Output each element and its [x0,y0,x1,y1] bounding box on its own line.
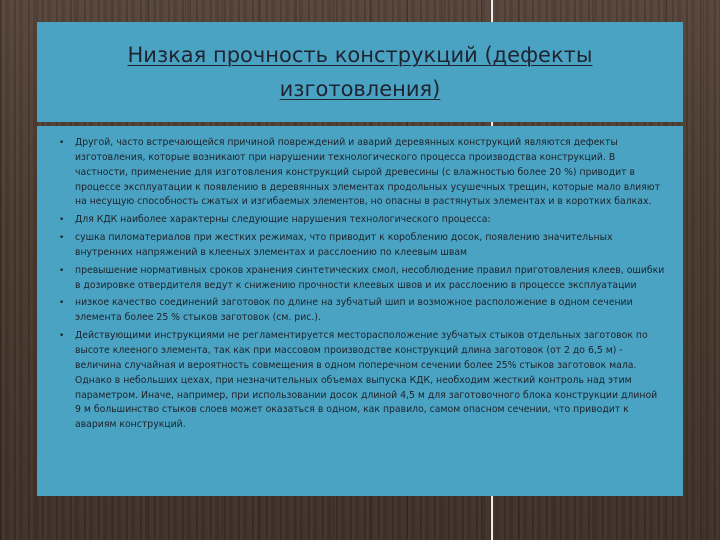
bullet-icon: • [59,331,65,342]
bullet-list [59,136,665,433]
bullet-text: превышение нормативных сроков хранения синтетических смол, несоблюдение правил приготовления клеев, ошибки в дозировке отвердителя ведут к снижению прочности клеевых швов и их расслоению в процессе эксплуатации [75,264,665,291]
bullet-text: низкое качество соединений заготовок по длине на зубчатый шип и возможное расположение в одном сечении элемента более 25 % стыков заготовок (см. рис.). [75,297,633,324]
bullet-item-2 [59,213,665,228]
title-panel [37,22,683,122]
bullet-icon: • [59,138,65,148]
bullet-text: Действующими инструкциями не регламентируется месторасположение зубчатых стыков отдельных заготовок по высоте клееного элемента, так как при массовом производстве конструкций длина заготовок (от 2 до 6,5 м) - величина случайная и вероятность совмещения в одном поперечном сечении более 25% стыков заготовок мала. Однако в небольших цехах, при незначительных объемах выпуска КДК, необходим жесткий контроль над этим параметром. Иначе, например, при использовании досок длиной 4,5 м для заготовочного блока конструкции длиной 9 м большинство стыков слоев может оказаться в одном, как правило, самом опасном сечении, что приводит к авариям конструкций. [75,330,658,431]
bullet-item-5 [59,296,665,326]
bullet-item-3 [59,231,665,261]
bullet-icon: • [59,265,65,276]
content-panel [37,126,683,496]
bullet-text: сушка пиломатериалов при жестких режимах, что приводит к короблению досок, появлению значительных внутренних напряжений в клееных элементах и расслоению по клеевым швам [75,232,613,258]
slide-title: Низкая прочность конструкций (дефекты изготовления) [127,43,593,101]
bullet-item-1 [59,136,665,210]
bullet-item-4 [59,264,665,294]
bullet-text: Для КДК наиболее характерны следующие нарушения технологического процесса: [75,214,491,226]
bullet-icon: • [59,233,65,244]
bullet-icon: • [59,298,65,309]
bullet-item-6 [59,329,665,433]
bullet-text: Другой, часто встречающейся причиной повреждений и аварий деревянных конструкций являются дефекты изготовления, которые возникают при нарушении технологического процесса производства конструкций. В частности, применение для изготовления конструкций сырой древесины (с влажностью более 20 %) приводит в процессе эксплуатации к появлению в деревянных элементах продольных усушечных трещин, которые мало влияют на несущую способность сжатых и изгибаемых элементов, но опасны в растянутых элементах и в коротких балках. [75,137,661,208]
bullet-icon: • [59,215,65,226]
